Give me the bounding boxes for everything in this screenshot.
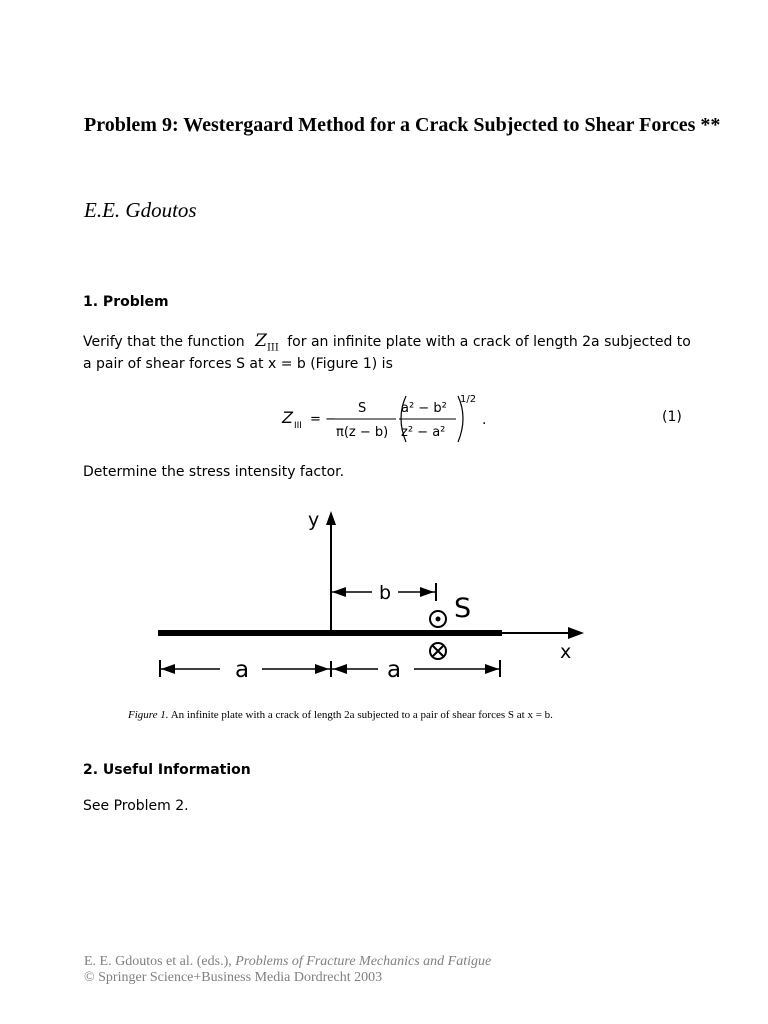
eq-den2: z² − a² [401,425,446,440]
caption-text: An infinite plate with a crack of length 2a subjected to a pair of shear forces S at x = b. [170,709,553,721]
x-axis-label: x [560,641,572,663]
force-label-s: S [454,593,472,624]
a-label-left: a [235,657,250,683]
book-title: Problems of Fracture Mechanics and Fatigue [235,954,492,969]
eq-equals: = − [310,412,336,427]
figure-caption [128,709,553,721]
y-axis-label: y [308,509,320,531]
eq-period: . [482,412,487,428]
y-axis-arrowhead [326,511,336,525]
line1-before: Verify that the function [83,334,245,350]
problem-statement-line-2: a pair of shear forces S at x = b (Figure 1) is [83,356,393,372]
equation-1 [270,388,510,454]
useful-information-text: See Problem 2. [83,798,189,814]
footer-citation: E. E. Gdoutos et al. (eds.), Problems of Fracture Mechanics and Fatigue [84,954,492,969]
b-label: b [379,582,392,604]
eq-num1: S [358,401,367,416]
section-heading-useful-information: 2. Useful Information [83,762,251,778]
eq-lhs: Z [282,408,293,427]
eq-lhs-sub: III [294,421,302,431]
b-dim-arrow-left [332,587,346,597]
equation-number: (1) [662,409,682,425]
determine-text: Determine the stress intensity factor. [83,464,345,480]
author: E.E. Gdoutos [84,198,197,222]
function-symbol: $Z_{III}$ [255,331,279,354]
figure-1-diagram [150,505,600,700]
eq-exponent: 1/2 [460,394,477,405]
line1-after: for an infinite plate with a crack of length 2a subjected to [287,334,691,350]
x-axis-arrowhead [568,627,584,639]
page-title: Problem 9: Westergaard Method for a Crack Subjected to Shear Forces ** [84,114,721,136]
caption-label: Figure 1. [128,709,169,721]
b-dim-arrow-right [420,587,434,597]
a-label-right: a [387,657,402,683]
eq-den1: π(z − b) [336,425,389,440]
footer-copyright: © Springer Science+Business Media Dordrecht 2003 [84,970,383,985]
crack [158,630,502,636]
eq-num2: a² − b² [401,401,447,416]
section-heading-problem: 1. Problem [83,294,169,310]
